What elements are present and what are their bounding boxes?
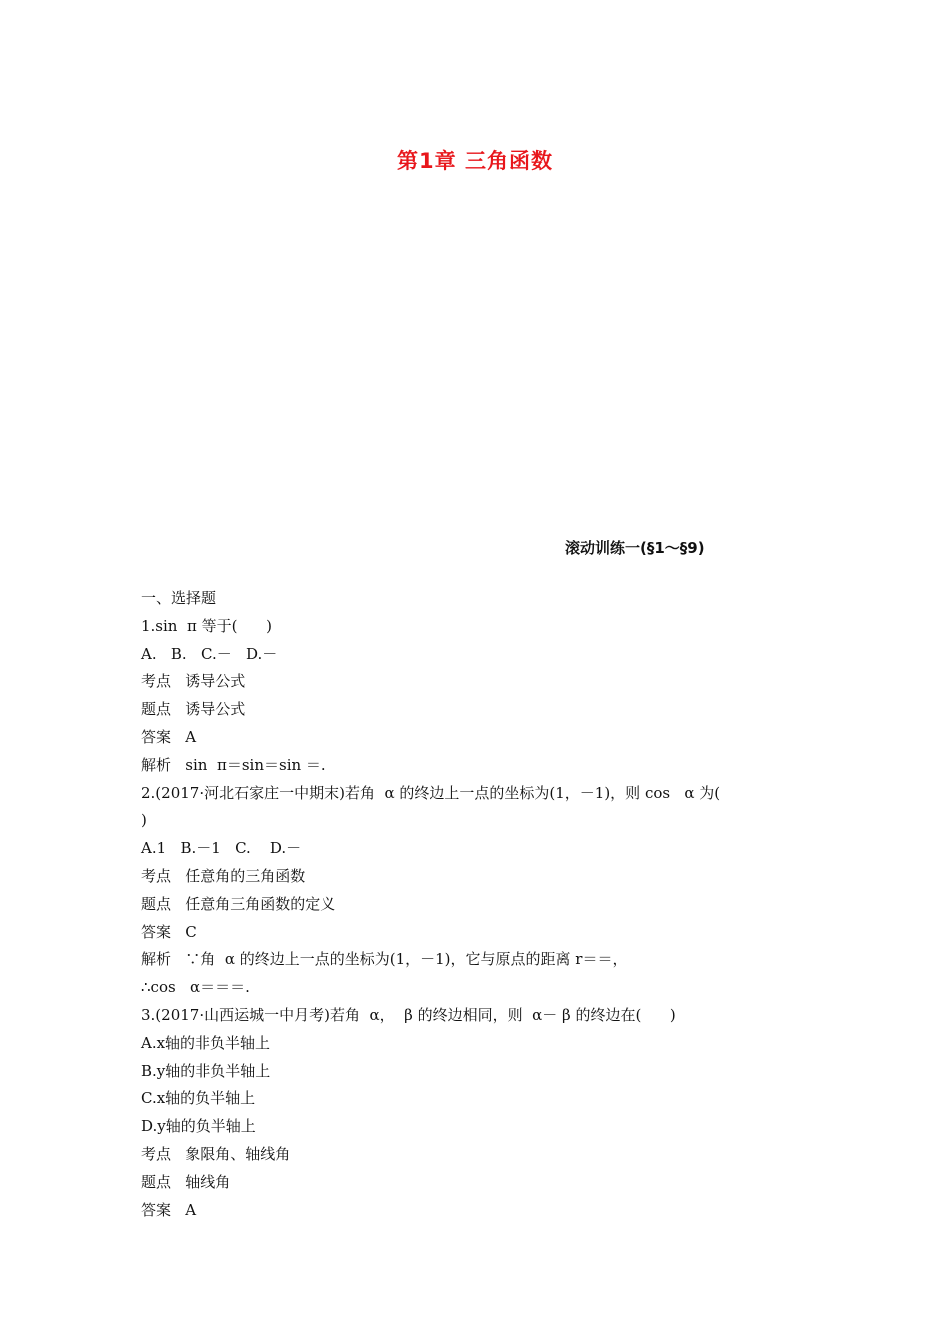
question-1-analysis: 解析 sin π＝sin＝sin ＝. (141, 755, 326, 774)
question-2-continued: ) (141, 811, 147, 830)
question-2-options: A.1 B.－1 C. D.－ (141, 839, 302, 858)
question-2: 2.(2017·河北石家庄一中期末)若角 α 的终边上一点的坐标为(1，－1)，则 cos α 为( (141, 783, 721, 802)
question-2-subtopic: 题点 任意角三角函数的定义 (141, 894, 336, 913)
exercise-content (141, 585, 821, 1224)
question-2-answer: 答案 C (141, 922, 197, 941)
question-2-analysis: 解析 ∵角 α 的终边上一点的坐标为(1，－1)，它与原点的距离 r＝＝， (141, 950, 628, 969)
section-heading: 一、选择题 (141, 589, 217, 607)
question-1-options: A. B. C.－ D.－ (141, 644, 278, 663)
chapter-title: 第1章 三角函数 (397, 149, 553, 173)
question-3-option-d: D.y轴的负半轴上 (141, 1117, 256, 1136)
question-3-option-b: B.y轴的非负半轴上 (141, 1061, 271, 1080)
question-3-topic: 考点 象限角、轴线角 (141, 1144, 291, 1163)
question-3-option-a: A.x轴的非负半轴上 (141, 1033, 271, 1052)
question-1: 1.sin π 等于( ) (141, 616, 272, 635)
question-3-option-c: C.x轴的负半轴上 (141, 1089, 256, 1108)
question-1-answer: 答案 A (141, 727, 197, 746)
question-2-topic: 考点 任意角的三角函数 (141, 866, 306, 885)
question-3-answer: 答案 A (141, 1200, 197, 1219)
question-2-analysis-conclusion: ∴cos α＝＝＝. (141, 978, 250, 997)
section-title: 滚动训练一(§1～§9) (565, 539, 705, 557)
question-3-subtopic: 题点 轴线角 (141, 1172, 231, 1191)
question-1-subtopic: 题点 诱导公式 (141, 700, 246, 719)
question-1-topic: 考点 诱导公式 (141, 672, 246, 691)
question-3: 3.(2017·山西运城一中月考)若角 α， β 的终边相同，则 α－ β 的终边在( ) (141, 1005, 676, 1024)
